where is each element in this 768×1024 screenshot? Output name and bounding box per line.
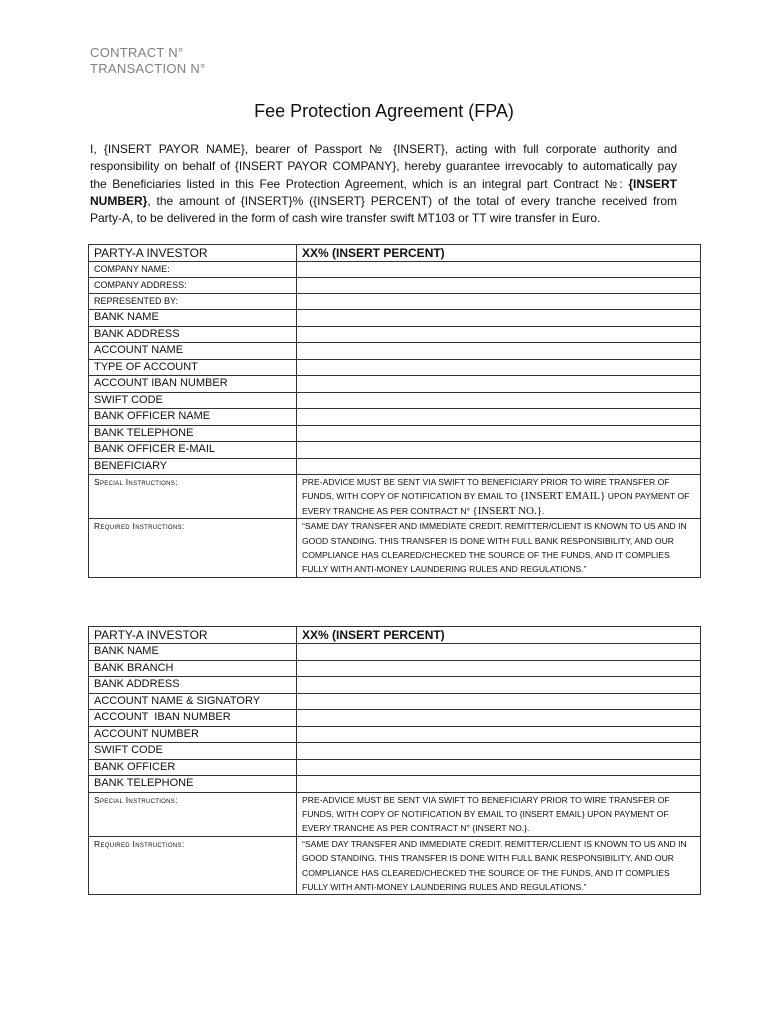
table-header-row [89,245,701,262]
special-text-part: UPON PAYMENT OF EVERY TRANCHE AS PER CONTRACT N° [302,491,690,516]
required-instructions-row [89,519,701,578]
table-row [89,442,701,459]
header-left-label: PARTY-A INVESTOR [94,246,208,260]
transaction-number-label: TRANSACTION N° [90,61,206,76]
contract-number-label: CONTRACT N° [90,45,184,60]
row-value[interactable] [297,644,701,661]
header-right-cell [297,627,701,644]
row-label: SWIFT CODE [89,743,297,760]
row-label: ACCOUNT IBAN NUMBER [89,710,297,727]
row-value[interactable] [297,376,701,393]
table-row [89,726,701,743]
row-value[interactable] [297,278,701,294]
row-label: BANK TELEPHONE [89,776,297,793]
table-row [89,776,701,793]
row-label: BANK OFFICER E-MAIL [89,442,297,459]
insert-email-placeholder: {INSERT EMAIL} [519,490,606,503]
required-instructions-text: “SAME DAY TRANSFER AND IMMEDIATE CREDIT. REMITTER/CLIENT IS KNOWN TO US AND IN GOOD STANDING. THIS TRANSFER IS DONE WITH FULL BANK RESPONSIBILITY, AND OUR COMPLIANCE HAS CLEARED/CHECKED THE SOURCE OF THE FUNDS, AND IT COMPLIES FULLY WITH ANTI-MONEY LAUNDERING RULES AND REGULATIONS.” [297,519,701,578]
row-value[interactable] [297,425,701,442]
table-row [89,693,701,710]
row-label: BANK BRANCH [89,660,297,677]
row-value[interactable] [297,359,701,376]
required-instructions-text: “SAME DAY TRANSFER AND IMMEDIATE CREDIT. REMITTER/CLIENT IS KNOWN TO US AND IN GOOD STANDING. THIS TRANSFER IS DONE WITH FULL BANK RESPONSIBILITY, AND OUR COMPLIANCE HAS CLEARED/CHECKED THE SOURCE OF THE FUNDS, AND IT COMPLIES FULLY WITH ANTI-MONEY LAUNDERING RULES AND REGULATIONS.” [297,836,701,895]
row-value[interactable] [297,693,701,710]
party-a-table-2 [88,626,701,895]
table-row [89,392,701,409]
table-row [89,376,701,393]
table-row [89,310,701,327]
row-value[interactable] [297,677,701,694]
table-row [89,294,701,310]
header-right-cell [297,245,701,262]
required-instructions-label: Required Instructions: [89,836,297,895]
table-row [89,262,701,278]
row-value[interactable] [297,743,701,760]
table-row [89,326,701,343]
header-right-label: XX% (INSERT PERCENT) [302,628,445,642]
row-value[interactable] [297,409,701,426]
row-label: BANK ADDRESS [89,326,297,343]
table-row [89,759,701,776]
row-label: COMPANY NAME: [89,262,297,278]
required-instructions-row [89,836,701,895]
row-label: BANK OFFICER NAME [89,409,297,426]
row-value[interactable] [297,262,701,278]
special-text-part: PRE-ADVICE MUST BE SENT VIA SWIFT TO BENEFICIARY PRIOR TO WIRE TRANSFER OF FUNDS, WITH COPY OF NOTIFICATION BY EMAIL TO [302,477,670,502]
row-label: BANK NAME [89,310,297,327]
table-row [89,743,701,760]
row-value[interactable] [297,326,701,343]
row-label: REPRESENTED BY: [89,294,297,310]
row-value[interactable] [297,710,701,727]
table-row [89,660,701,677]
row-label: BANK NAME [89,644,297,661]
intro-paragraph [90,141,677,227]
row-label: BANK TELEPHONE [89,425,297,442]
row-label: SWIFT CODE [89,392,297,409]
row-value[interactable] [297,776,701,793]
intro-text-2: , the amount of {INSERT}% ({INSERT} PERCENT) of the total of every tranche received from Party-A, to be delivered in the form of cash wire transfer swift MT103 or TT wire transfer in Euro. [90,193,677,226]
table-row [89,458,701,475]
row-label: ACCOUNT IBAN NUMBER [89,376,297,393]
row-value[interactable] [297,726,701,743]
row-value[interactable] [297,310,701,327]
table-row [89,644,701,661]
document-title: Fee Protection Agreement (FPA) [254,101,514,121]
intro-text-1: I, {INSERT PAYOR NAME}, bearer of Passport № {INSERT}, acting with full corporate authority and responsibility on behalf of {INSERT PAYOR COMPANY}, hereby guarantee irrevocably to automatically pay the Beneficiaries listed in this Fee Protection Agreement, which is an integral part Contract №: [90,142,677,191]
special-instructions-text [297,475,701,519]
document-header [90,45,206,77]
row-label: BANK ADDRESS [89,677,297,694]
table-header-row [89,627,701,644]
row-label: COMPANY ADDRESS: [89,278,297,294]
party-a-table-1 [88,244,701,578]
table-row [89,409,701,426]
required-instructions-label: Required Instructions: [89,519,297,578]
row-label: BANK OFFICER [89,759,297,776]
header-right-label: XX% (INSERT PERCENT) [302,246,445,260]
special-instructions-row [89,475,701,519]
row-value[interactable] [297,458,701,475]
table-row [89,710,701,727]
row-value[interactable] [297,442,701,459]
row-label: TYPE OF ACCOUNT [89,359,297,376]
row-label: BENEFICIARY [89,458,297,475]
row-value[interactable] [297,660,701,677]
header-left-label: PARTY-A INVESTOR [94,628,208,642]
insert-no-placeholder: {INSERT NO.} [472,504,543,517]
row-value[interactable] [297,392,701,409]
special-instructions-text: PRE-ADVICE MUST BE SENT VIA SWIFT TO BENEFICIARY PRIOR TO WIRE TRANSFER OF FUNDS, WITH COPY OF NOTIFICATION BY EMAIL TO {INSERT EMAIL} UPON PAYMENT OF EVERY TRANCHE AS PER CONTRACT N° {INSERT NO.}. [297,792,701,836]
row-label: ACCOUNT NAME [89,343,297,360]
table-row [89,278,701,294]
special-instructions-row [89,792,701,836]
row-label: ACCOUNT NUMBER [89,726,297,743]
table-row [89,677,701,694]
header-left-cell [89,245,297,262]
row-value[interactable] [297,759,701,776]
row-label: ACCOUNT NAME & SIGNATORY [89,693,297,710]
row-value[interactable] [297,343,701,360]
intro-contract-number: {INSERT NUMBER} [90,176,677,208]
special-text-end: . [542,505,545,516]
special-instructions-label: Special Instructions: [89,792,297,836]
special-instructions-label: Special Instructions: [89,475,297,519]
header-left-cell [89,627,297,644]
table-row [89,359,701,376]
row-value[interactable] [297,294,701,310]
table-row [89,425,701,442]
table-row [89,343,701,360]
